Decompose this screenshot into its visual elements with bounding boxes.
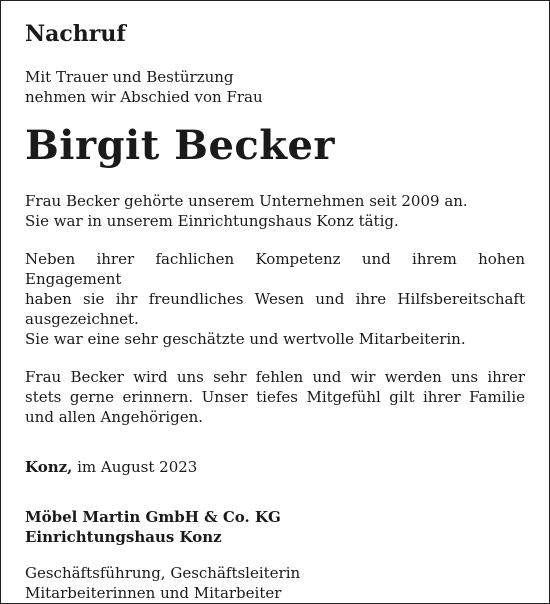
intro-line: Mit Trauer und Bestürzung [25, 68, 234, 86]
paragraph-line: Frau Becker wird uns sehr fehlen und wir werden uns ihrer [25, 368, 525, 386]
paragraph-line: haben sie ihr freundliches Wesen und ihre Hilfsbereitschaft [25, 290, 525, 308]
heading: Nachruf [25, 21, 126, 47]
paragraph-line: ausgezeichnet. [25, 310, 139, 328]
mourners-line: Mitarbeiterinnen und Mitarbeiter [25, 584, 282, 602]
place-city: Konz, [25, 458, 73, 476]
paragraph-line: Sie war in unserem Einrichtungshaus Konz tätig. [25, 212, 399, 230]
mourners-line: Geschäftsführung, Geschäftsleiterin [25, 564, 301, 582]
paragraph-line: Frau Becker gehörte unserem Unternehmen seit 2009 an. [25, 192, 468, 210]
paragraph-line: Sie war eine sehr geschätzte und wertvolle Mitarbeiterin. [25, 330, 466, 348]
paragraph-tribute [25, 249, 525, 349]
intro-line: nehmen wir Abschied von Frau [25, 88, 263, 106]
paragraph-line: und allen Angehörigen. [25, 408, 204, 426]
place-and-date [25, 457, 525, 477]
paragraph-line: stets gerne erinnern. Unser tiefes Mitgefühl gilt ihrer Familie [25, 388, 525, 406]
paragraph-line: Neben ihrer fachlichen Kompetenz und ihrem hohen Engagement [25, 250, 525, 288]
company-line: Einrichtungshaus Konz [25, 528, 222, 546]
paragraph-employment [25, 191, 525, 231]
mourners [25, 563, 525, 603]
company-line: Möbel Martin GmbH & Co. KG [25, 508, 281, 526]
deceased-name: Birgit Becker [25, 122, 335, 169]
intro-text [25, 67, 525, 107]
paragraph-condolence [25, 367, 525, 427]
company-name [25, 507, 525, 547]
place-date: im August 2023 [72, 458, 198, 476]
